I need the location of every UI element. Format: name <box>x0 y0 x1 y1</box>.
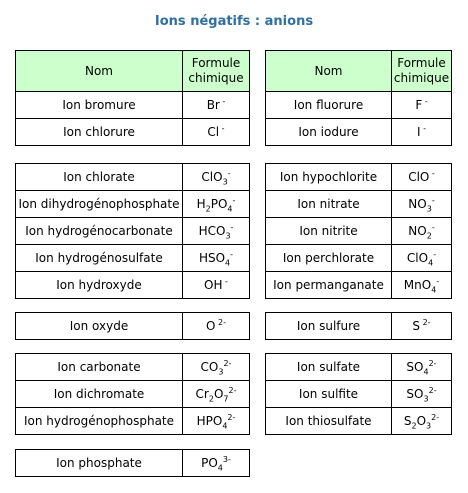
ion-name: Ion bromure <box>16 92 183 119</box>
formula-sub: 3 <box>426 204 432 214</box>
ion-name: Ion hydrogénocarbonate <box>16 218 183 245</box>
table-row <box>16 272 250 299</box>
formula-text: H <box>196 197 206 211</box>
formula-sup: 2- <box>228 386 237 395</box>
header-row <box>16 51 250 92</box>
ion-name: Ion sulfite <box>266 381 392 408</box>
anion-table-right-4 <box>265 353 452 435</box>
formula-text: S <box>412 319 421 333</box>
ion-name: Ion dichromate <box>16 381 183 408</box>
formula-sup: - <box>227 169 231 178</box>
formula-sub: 3 <box>218 367 224 377</box>
table-row <box>16 164 250 191</box>
formula-text: Br <box>206 98 220 112</box>
table-row <box>266 245 452 272</box>
formula-sub: 7 <box>223 394 229 404</box>
formula-text: F <box>415 98 423 112</box>
ion-name: Ion perchlorate <box>266 245 392 272</box>
formula-text: NO <box>408 224 427 238</box>
ion-name: Ion oxyde <box>16 313 183 340</box>
ion-formula <box>392 408 452 435</box>
ion-name: Ion dihydrogénophosphate <box>16 191 183 218</box>
formula-text: HCO <box>198 224 226 238</box>
table-row <box>266 92 452 119</box>
formula-text: O <box>416 414 427 428</box>
page-title: Ions négatifs : anions <box>154 14 314 29</box>
ion-formula <box>392 381 452 408</box>
ion-formula <box>392 272 452 299</box>
formula-sub: 4 <box>225 258 231 268</box>
ion-name: Ion sulfate <box>266 354 392 381</box>
formula-sup: - <box>230 250 234 259</box>
anion-table-left-5 <box>15 449 250 477</box>
header-formula-line2: chimique <box>188 71 244 85</box>
ion-formula <box>392 313 452 340</box>
ion-formula <box>183 191 250 218</box>
formula-text: SO <box>406 387 424 401</box>
formula-sub: 3 <box>426 421 432 431</box>
ion-formula <box>183 245 250 272</box>
ion-formula <box>183 381 250 408</box>
table-row <box>16 381 250 408</box>
formula-sub: 2 <box>426 231 432 241</box>
formula-text: SO <box>406 360 424 374</box>
ion-formula <box>392 245 452 272</box>
formula-sub: 4 <box>227 204 233 214</box>
formula-sup: - <box>230 223 234 232</box>
formula-sub: 2 <box>208 394 214 404</box>
ion-name: Ion hydrogénosulfate <box>16 245 183 272</box>
anion-table-left-2 <box>15 163 250 299</box>
formula-sub: 4 <box>431 285 437 295</box>
ion-name: Ion chlorate <box>16 164 183 191</box>
table-row <box>16 218 250 245</box>
ion-formula <box>183 119 250 146</box>
formula-text: I <box>417 125 421 139</box>
formula-sub: 3 <box>225 231 231 241</box>
formula-sup: - <box>219 124 225 133</box>
formula-text: Cr <box>195 387 209 401</box>
formula-sup: - <box>429 169 435 178</box>
anion-table-left-1 <box>15 50 250 146</box>
anion-table-right-2 <box>265 163 452 299</box>
formula-sub: 4 <box>423 367 429 377</box>
formula-sup: 2- <box>227 413 236 422</box>
table-row <box>16 119 250 146</box>
table-row <box>266 408 452 435</box>
formula-sub: 3 <box>222 177 228 187</box>
ion-name: Ion thiosulfate <box>266 408 392 435</box>
formula-text: MnO <box>403 278 432 292</box>
formula-sub: 4 <box>217 463 223 473</box>
ion-name: Ion nitrate <box>266 191 392 218</box>
formula-text: PO <box>210 197 228 211</box>
formula-text: PO <box>201 456 218 470</box>
ion-formula <box>392 191 452 218</box>
table-row <box>16 245 250 272</box>
table-row <box>16 408 250 435</box>
formula-sub: 2 <box>411 421 417 431</box>
table-row <box>16 92 250 119</box>
anion-table-right-1 <box>265 50 452 146</box>
formula-sup: 2- <box>420 318 431 327</box>
formula-sup: - <box>431 196 435 205</box>
formula-sub: 4 <box>428 258 434 268</box>
table-row <box>266 218 452 245</box>
table-row <box>266 119 452 146</box>
formula-text: O <box>206 319 216 333</box>
ion-name: Ion hydrogénophosphate <box>16 408 183 435</box>
ion-formula <box>183 92 250 119</box>
formula-sup: 2- <box>431 413 440 422</box>
formula-text: NO <box>408 197 427 211</box>
anion-table-left-3 <box>15 312 250 340</box>
ion-formula <box>392 92 452 119</box>
ion-formula <box>183 354 250 381</box>
formula-text: S <box>403 414 412 428</box>
formula-sup: - <box>433 250 437 259</box>
header-formula-line1: Formule <box>397 56 446 70</box>
formula-text: O <box>213 387 224 401</box>
header-formula-line2: chimique <box>393 71 450 85</box>
formula-sup: 2- <box>215 318 226 327</box>
formula-sup: - <box>436 277 440 286</box>
header-name: Nom <box>266 51 392 92</box>
formula-text: Cl <box>207 125 220 139</box>
formula-sup: - <box>420 124 426 133</box>
formula-sup: - <box>219 97 226 106</box>
ion-formula <box>183 408 250 435</box>
ion-formula <box>392 218 452 245</box>
formula-sup: 2- <box>428 386 437 395</box>
formula-text: HPO <box>196 414 223 428</box>
table-row <box>16 354 250 381</box>
formula-text: ClO <box>201 170 223 184</box>
ion-name: Ion carbonate <box>16 354 183 381</box>
table-row <box>16 313 250 340</box>
ion-formula <box>183 313 250 340</box>
table-row <box>16 191 250 218</box>
ion-name: Ion phosphate <box>16 450 183 477</box>
formula-text: ClO <box>406 251 429 265</box>
ion-name: Ion sulfure <box>266 313 392 340</box>
formula-sup: - <box>232 196 236 205</box>
formula-sup: - <box>222 277 228 286</box>
formula-text: HSO <box>198 251 226 265</box>
ion-formula <box>183 218 250 245</box>
formula-sup: 3- <box>222 455 231 464</box>
anion-table-right-3 <box>265 312 452 340</box>
formula-sup: 2- <box>223 359 232 368</box>
ion-formula <box>392 119 452 146</box>
ion-name: Ion hydroxyde <box>16 272 183 299</box>
ion-name: Ion nitrite <box>266 218 392 245</box>
formula-sub: 4 <box>222 421 228 431</box>
table-row <box>266 164 452 191</box>
anion-table-left-4 <box>15 353 250 435</box>
header-formula <box>183 51 250 92</box>
ion-name: Ion chlorure <box>16 119 183 146</box>
table-row <box>266 272 452 299</box>
table-row <box>16 450 250 477</box>
header-row <box>266 51 452 92</box>
table-row <box>266 354 452 381</box>
ion-formula <box>183 164 250 191</box>
header-formula-line1: Formule <box>191 56 241 70</box>
header-formula <box>392 51 452 92</box>
ion-name: Ion permanganate <box>266 272 392 299</box>
formula-text: OH <box>204 278 223 292</box>
formula-sub: 3 <box>423 394 429 404</box>
ion-name: Ion hypochlorite <box>266 164 392 191</box>
formula-sup: - <box>431 223 435 232</box>
formula-text: ClO <box>408 170 430 184</box>
formula-sup: - <box>422 97 428 106</box>
ion-name: Ion iodure <box>266 119 392 146</box>
ion-formula <box>392 164 452 191</box>
table-row <box>266 381 452 408</box>
formula-sub: 2 <box>205 204 211 214</box>
ion-formula <box>183 272 250 299</box>
formula-sup: 2- <box>428 359 437 368</box>
table-row <box>266 313 452 340</box>
ion-formula <box>392 354 452 381</box>
formula-text: CO <box>200 360 219 374</box>
ion-name: Ion fluorure <box>266 92 392 119</box>
table-row <box>266 191 452 218</box>
header-name: Nom <box>16 51 183 92</box>
ion-formula <box>183 450 250 477</box>
